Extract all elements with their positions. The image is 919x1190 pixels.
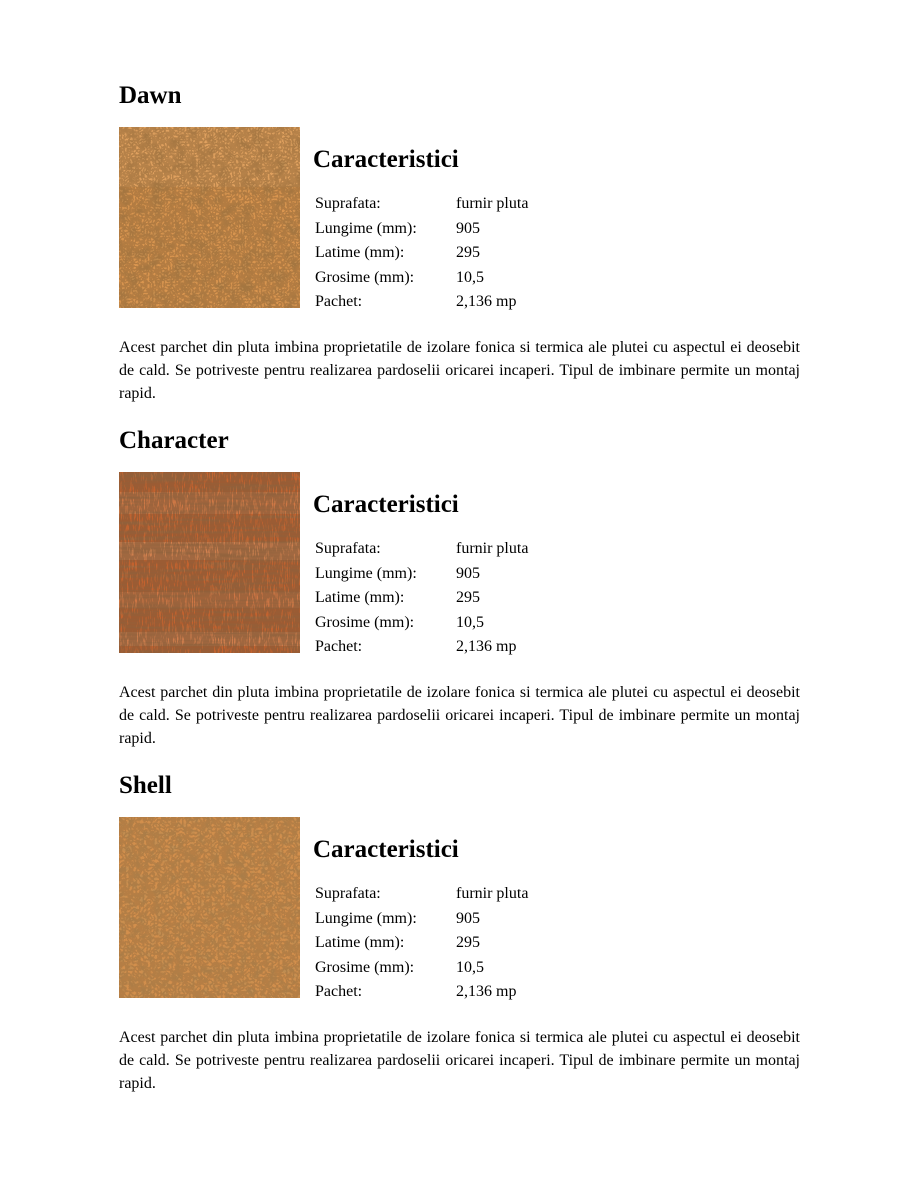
specs-table	[315, 882, 528, 1005]
spec-value: 10,5	[456, 268, 484, 286]
spec-value: 10,5	[456, 613, 484, 631]
spec-row-grosime	[315, 266, 528, 291]
spec-value: furnir pluta	[456, 540, 529, 557]
spec-row-lungime	[315, 217, 528, 242]
spec-label: Latime (mm):	[315, 589, 405, 607]
spec-label: Suprafata:	[315, 540, 381, 557]
spec-row-latime	[315, 931, 528, 956]
spec-row-latime	[315, 586, 528, 611]
spec-value: furnir pluta	[456, 195, 529, 212]
product-title: Character	[119, 427, 229, 454]
spec-label: Pachet:	[315, 293, 363, 311]
specs-title: Caracteristici	[313, 491, 459, 518]
spec-label: Grosime (mm):	[315, 268, 415, 286]
spec-row-latime	[315, 241, 528, 266]
spec-label: Suprafata:	[315, 885, 381, 902]
spec-row-suprafata	[315, 192, 528, 217]
spec-label: Grosime (mm):	[315, 613, 415, 631]
spec-value: furnir pluta	[456, 885, 529, 902]
spec-row-pachet	[315, 635, 528, 660]
specs-table	[315, 192, 528, 315]
spec-value: 295	[456, 589, 480, 607]
product-description: Acest parchet din pluta imbina proprietatile de izolare fonica si termica ale plutei cu aspectul ei deosebit de cald. Se potriveste pentru realizarea pardoselii oricarei incaperi. Tipul de imbinare permite un montaj rapid.	[119, 684, 800, 747]
spec-label: Lungime (mm):	[315, 219, 417, 237]
specs-table	[315, 537, 528, 660]
spec-value: 10,5	[456, 958, 484, 976]
spec-row-suprafata	[315, 537, 528, 562]
spec-row-grosime	[315, 956, 528, 981]
spec-label: Latime (mm):	[315, 244, 405, 262]
spec-label: Pachet:	[315, 983, 363, 1001]
spec-label: Lungime (mm):	[315, 564, 417, 582]
cork-swatch-character-image	[119, 472, 300, 653]
spec-value: 2,136 mp	[456, 983, 517, 1001]
spec-label: Pachet:	[315, 638, 363, 656]
product-description: Acest parchet din pluta imbina proprietatile de izolare fonica si termica ale plutei cu aspectul ei deosebit de cald. Se potriveste pentru realizarea pardoselii oricarei incaperi. Tipul de imbinare permite un montaj rapid.	[119, 1029, 800, 1092]
spec-label: Lungime (mm):	[315, 909, 417, 927]
spec-value: 905	[456, 564, 480, 582]
spec-row-lungime	[315, 562, 528, 587]
spec-row-pachet	[315, 980, 528, 1005]
product-description: Acest parchet din pluta imbina proprietatile de izolare fonica si termica ale plutei cu aspectul ei deosebit de cald. Se potriveste pentru realizarea pardoselii oricarei incaperi. Tipul de imbinare permite un montaj rapid.	[119, 339, 800, 402]
spec-value: 295	[456, 934, 480, 952]
spec-value: 905	[456, 909, 480, 927]
cork-swatch-shell-image	[119, 817, 300, 998]
cork-swatch-dawn-image	[119, 127, 300, 308]
spec-value: 295	[456, 244, 480, 262]
specs-title: Caracteristici	[313, 146, 459, 173]
spec-row-lungime	[315, 907, 528, 932]
spec-row-grosime	[315, 611, 528, 636]
spec-value: 2,136 mp	[456, 638, 517, 656]
specs-title: Caracteristici	[313, 836, 459, 863]
spec-label: Grosime (mm):	[315, 958, 415, 976]
product-title: Dawn	[119, 82, 182, 109]
spec-label: Latime (mm):	[315, 934, 405, 952]
spec-row-suprafata	[315, 882, 528, 907]
spec-value: 905	[456, 219, 480, 237]
spec-row-pachet	[315, 290, 528, 315]
product-title: Shell	[119, 772, 172, 799]
spec-value: 2,136 mp	[456, 293, 517, 311]
spec-label: Suprafata:	[315, 195, 381, 212]
